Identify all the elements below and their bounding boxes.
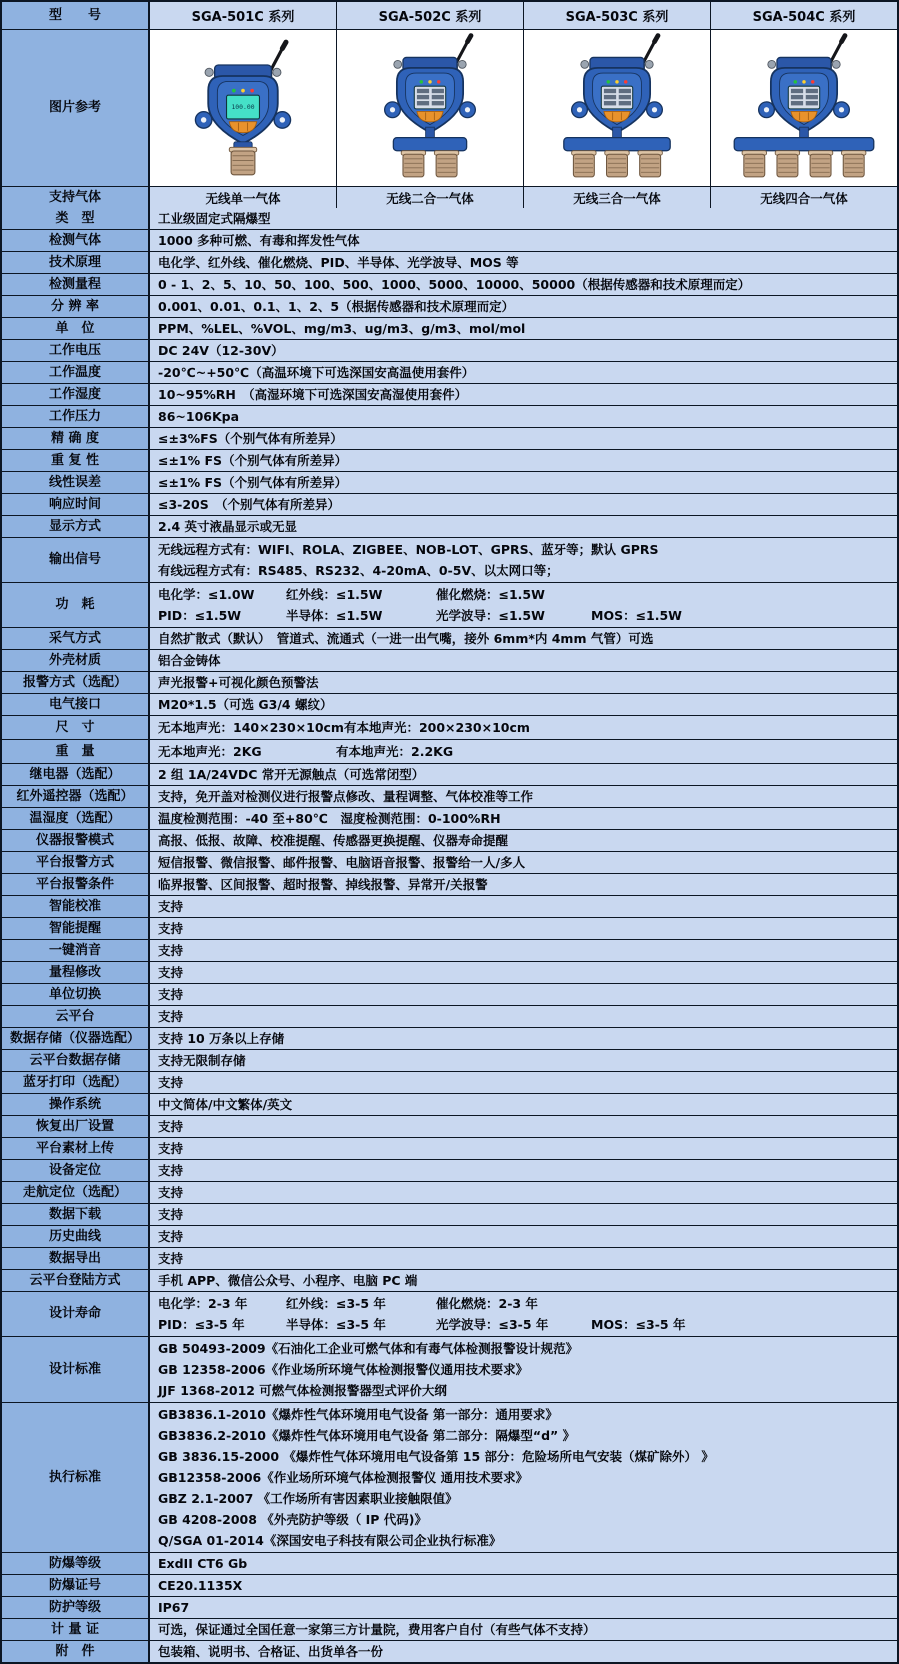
row-value: DC 24V（12-30V）: [150, 340, 897, 361]
row-value: 中文简体/中文繁体/英文: [150, 1094, 897, 1115]
row-label: 继电器（选配）: [2, 764, 150, 785]
row-value: PPM、%LEL、%VOL、mg/m3、ug/m3、g/m3、mol/mol: [150, 318, 897, 339]
value-line: [158, 1314, 889, 1335]
spec-rows: [2, 208, 897, 1662]
spec-row: [2, 361, 897, 383]
row-value: 支持: [150, 940, 897, 961]
value-segment: PID：≤3-5 年: [158, 1317, 245, 1332]
value-line: [158, 1359, 889, 1380]
value-segment: GB 50493-2009《石油化工企业可燃气体和有毒气体检测报警设计规范》: [158, 1341, 579, 1356]
row-label: 功 耗: [2, 583, 150, 627]
value-segment: 电化学：2-3 年: [158, 1296, 248, 1311]
row-value: IP67: [150, 1597, 897, 1618]
value-segment: GB3836.1-2010《爆炸性气体环境用电气设备 第一部分：通用要求》: [158, 1407, 558, 1422]
row-value: 包装箱、说明书、合格证、出货单各一份: [150, 1641, 897, 1662]
device-image-sga-503c: [523, 30, 710, 186]
row-label: 恢复出厂设置: [2, 1116, 150, 1137]
supported-gas-row: [2, 186, 897, 208]
spec-row: [2, 1071, 897, 1093]
row-value: 支持: [150, 1006, 897, 1027]
spec-row: [2, 449, 897, 471]
row-label: 附 件: [2, 1641, 150, 1662]
spec-row: [2, 961, 897, 983]
row-label: 线性误差: [2, 472, 150, 493]
spec-row: [2, 537, 897, 582]
model-name-sga-501c: SGA-501C 系列: [150, 2, 336, 29]
value-line: [158, 741, 889, 762]
value-segment: MOS：≤1.5W: [591, 608, 682, 623]
row-label: 云平台数据存储: [2, 1050, 150, 1071]
value-line: [158, 1509, 889, 1530]
spec-row: [2, 1005, 897, 1027]
row-label: 精 确 度: [2, 428, 150, 449]
spec-row: [2, 515, 897, 537]
spec-row: [2, 471, 897, 493]
spec-row: [2, 1291, 897, 1336]
spec-row: [2, 251, 897, 273]
row-label: 操作系统: [2, 1094, 150, 1115]
spec-row: [2, 917, 897, 939]
value-line: [158, 717, 889, 738]
row-label: 类 型: [2, 208, 150, 229]
row-label: 检测量程: [2, 274, 150, 295]
row-label: 工作温度: [2, 362, 150, 383]
row-value: 支持: [150, 1204, 897, 1225]
value-line: [158, 1467, 889, 1488]
spec-row: [2, 671, 897, 693]
row-label: 设备定位: [2, 1160, 150, 1181]
value-line: [158, 1380, 889, 1401]
spec-row: [2, 1181, 897, 1203]
row-label: 蓝牙打印（选配）: [2, 1072, 150, 1093]
row-label: 设计寿命: [2, 1292, 150, 1336]
row-value: 可选，保证通过全国任意一家第三方计量院，费用客户自付（有些气体不支持）: [150, 1619, 897, 1640]
spec-row: [2, 807, 897, 829]
row-label: 重 量: [2, 740, 150, 763]
row-label: 显示方式: [2, 516, 150, 537]
row-value: -20℃~+50℃（高温环境下可选深国安高温使用套件）: [150, 362, 897, 383]
row-value: 2 组 1A/24VDC 常开无源触点（可选常闭型）: [150, 764, 897, 785]
row-value: [150, 740, 897, 763]
value-segment: 有本地声光：2.2KG: [336, 744, 454, 759]
row-label: 数据存储（仪器选配）: [2, 1028, 150, 1049]
spec-row: [2, 582, 897, 627]
spec-row: [2, 851, 897, 873]
row-value: 自然扩散式（默认） 管道式、流通式（一进一出气嘴，接外 6mm*内 4mm 气管）可选: [150, 628, 897, 649]
value-segment: GB 12358-2006《作业场所环境气体检测报警仪通用技术要求》: [158, 1362, 529, 1377]
row-label: 响应时间: [2, 494, 150, 515]
spec-row: [2, 1027, 897, 1049]
spec-row: [2, 715, 897, 739]
device-image-sga-502c: [336, 30, 523, 186]
row-value: 支持: [150, 962, 897, 983]
row-value: [150, 1337, 897, 1402]
row-label: 防爆证号: [2, 1575, 150, 1596]
row-value: ≤3-20S （个别气体有所差异）: [150, 494, 897, 515]
row-value: 支持: [150, 918, 897, 939]
value-segment: 半导体：≤3-5 年: [286, 1317, 386, 1332]
value-segment: 催化燃烧：≤1.5W: [436, 587, 545, 602]
row-label: 量程修改: [2, 962, 150, 983]
value-segment: 无本地声光：2KG: [158, 744, 262, 759]
spec-row: [2, 829, 897, 851]
row-value: 工业级固定式隔爆型: [150, 208, 897, 229]
row-value: 支持: [150, 896, 897, 917]
value-segment: 光学波导：≤1.5W: [436, 608, 545, 623]
spec-row: [2, 1618, 897, 1640]
row-label: 图片参考: [2, 30, 150, 186]
spec-row: [2, 873, 897, 895]
model-name-sga-504c: SGA-504C 系列: [710, 2, 897, 29]
spec-row: [2, 1225, 897, 1247]
value-line: [158, 560, 889, 581]
spec-row: [2, 1093, 897, 1115]
row-label: 重 复 性: [2, 450, 150, 471]
value-segment: 光学波导：≤3-5 年: [436, 1317, 549, 1332]
value-line: [158, 1488, 889, 1509]
row-value: M20*1.5（可选 G3/4 螺纹）: [150, 694, 897, 715]
row-value: [150, 538, 897, 582]
row-value: 2.4 英寸液晶显示或无显: [150, 516, 897, 537]
spec-row: [2, 1269, 897, 1291]
spec-row: [2, 427, 897, 449]
row-value: 电化学、红外线、催化燃烧、PID、半导体、光学波导、MOS 等: [150, 252, 897, 273]
row-label: 设计标准: [2, 1337, 150, 1402]
row-value: 声光报警+可视化颜色预警法: [150, 672, 897, 693]
value-segment: JJF 1368-2012 可燃气体检测报警器型式评价大纲: [158, 1383, 447, 1398]
row-label: 工作压力: [2, 406, 150, 427]
row-value: 10~95%RH （高湿环境下可选深国安高湿使用套件）: [150, 384, 897, 405]
row-value: 手机 APP、微信公众号、小程序、电脑 PC 端: [150, 1270, 897, 1291]
row-value: 86~106Kpa: [150, 406, 897, 427]
header-row: [2, 2, 897, 29]
spec-row: [2, 383, 897, 405]
row-label: 智能提醒: [2, 918, 150, 939]
spec-row: [2, 1203, 897, 1225]
value-line: [158, 1293, 889, 1314]
row-label: 电气接口: [2, 694, 150, 715]
spec-row: [2, 1552, 897, 1574]
row-value: 短信报警、微信报警、邮件报警、电脑语音报警、报警给一人/多人: [150, 852, 897, 873]
value-line: [158, 605, 889, 626]
row-label: 技术原理: [2, 252, 150, 273]
value-segment: 无线远程方式有：WIFI、ROLA、ZIGBEE、NOB-LOT、GPRS、蓝牙等；默认 GPRS: [158, 542, 659, 557]
spec-row: [2, 1640, 897, 1662]
value-segment: Q/SGA 01-2014《深国安电子科技有限公司企业执行标准》: [158, 1533, 502, 1548]
row-value: [150, 1403, 897, 1552]
row-value: 支持: [150, 1226, 897, 1247]
svg-text:100.00: 100.00: [231, 102, 255, 111]
gas-type-cell: 无线三合一气体: [523, 187, 710, 208]
row-value: 支持: [150, 1248, 897, 1269]
spec-row: [2, 1596, 897, 1618]
row-label: 一键消音: [2, 940, 150, 961]
row-value: 铝合金铸体: [150, 650, 897, 671]
spec-row: [2, 895, 897, 917]
row-value: 温度检测范围：-40 至+80℃ 湿度检测范围：0-100%RH: [150, 808, 897, 829]
row-value: [150, 583, 897, 627]
row-value: 支持: [150, 1116, 897, 1137]
row-label: 防爆等级: [2, 1553, 150, 1574]
image-row: [2, 29, 897, 186]
spec-row: [2, 1049, 897, 1071]
row-label: 单位切换: [2, 984, 150, 1005]
spec-row: [2, 939, 897, 961]
row-label: 数据下载: [2, 1204, 150, 1225]
row-value: 0 - 1、2、5、10、50、100、500、1000、5000、10000、50000（根据传感器和技术原理而定）: [150, 274, 897, 295]
value-line: [158, 1338, 889, 1359]
spec-row: [2, 1336, 897, 1402]
spec-row: [2, 627, 897, 649]
value-segment: 红外线：≤1.5W: [286, 587, 383, 602]
spec-row: [2, 649, 897, 671]
value-line: [158, 584, 889, 605]
row-label: 仪器报警模式: [2, 830, 150, 851]
row-label: 平台报警方式: [2, 852, 150, 873]
spec-row: [2, 405, 897, 427]
row-value: 支持 10 万条以上存储: [150, 1028, 897, 1049]
value-segment: 有线远程方式有：RS485、RS232、4-20mA、0-5V、以太网口等；: [158, 563, 559, 578]
spec-row: [2, 693, 897, 715]
row-label: 平台报警条件: [2, 874, 150, 895]
row-label: 云平台登陆方式: [2, 1270, 150, 1291]
value-line: [158, 1446, 889, 1467]
value-line: [158, 1530, 889, 1551]
gas-type-cell: 无线单一气体: [150, 187, 336, 208]
spec-row: [2, 493, 897, 515]
spec-row: [2, 1247, 897, 1269]
spec-row: [2, 229, 897, 251]
spec-row: [2, 785, 897, 807]
row-value: CE20.1135X: [150, 1575, 897, 1596]
spec-row: [2, 983, 897, 1005]
spec-row: [2, 763, 897, 785]
gas-type-cell: 无线二合一气体: [336, 187, 523, 208]
value-line: [158, 1404, 889, 1425]
row-value: 支持: [150, 1138, 897, 1159]
row-value: 0.001、0.01、0.1、1、2、5（根据传感器和技术原理而定）: [150, 296, 897, 317]
value-line: [158, 539, 889, 560]
row-label: 防护等级: [2, 1597, 150, 1618]
row-label: 分 辨 率: [2, 296, 150, 317]
row-label: 历史曲线: [2, 1226, 150, 1247]
spec-row: [2, 1137, 897, 1159]
row-label: 工作电压: [2, 340, 150, 361]
row-value: ≤±1% FS（个别气体有所差异）: [150, 450, 897, 471]
device-image-sga-501c: [150, 30, 336, 186]
row-value: 临界报警、区间报警、超时报警、掉线报警、异常开/关报警: [150, 874, 897, 895]
row-value: [150, 1292, 897, 1336]
value-segment: 催化燃烧：2-3 年: [436, 1296, 538, 1311]
row-value: 支持: [150, 1072, 897, 1093]
row-label: 走航定位（选配）: [2, 1182, 150, 1203]
row-label: 温湿度（选配）: [2, 808, 150, 829]
row-value: 支持: [150, 1182, 897, 1203]
spec-row: [2, 1159, 897, 1181]
value-line: [158, 1425, 889, 1446]
row-value: 支持: [150, 1160, 897, 1181]
spec-row: [2, 273, 897, 295]
row-value: ≤±1% FS（个别气体有所差异）: [150, 472, 897, 493]
row-value: 1000 多种可燃、有毒和挥发性气体: [150, 230, 897, 251]
row-value: 支持无限制存储: [150, 1050, 897, 1071]
row-label: 输出信号: [2, 538, 150, 582]
model-name-sga-503c: SGA-503C 系列: [523, 2, 710, 29]
row-label: 红外遥控器（选配）: [2, 786, 150, 807]
row-label: 计 量 证: [2, 1619, 150, 1640]
device-image-sga-504c: [710, 30, 897, 186]
row-label: 平台素材上传: [2, 1138, 150, 1159]
value-segment: 无本地声光：140×230×10cm: [158, 720, 344, 735]
spec-row: [2, 739, 897, 763]
row-value: [150, 716, 897, 739]
row-value: ≤±3%FS（个别气体有所差异）: [150, 428, 897, 449]
gas-type-cell: 无线四合一气体: [710, 187, 897, 208]
value-segment: GB12358-2006《作业场所环境气体检测报警仪 通用技术要求》: [158, 1470, 529, 1485]
spec-row: [2, 1574, 897, 1596]
value-segment: 红外线：≤3-5 年: [286, 1296, 386, 1311]
row-label: 报警方式（选配）: [2, 672, 150, 693]
value-segment: GB3836.2-2010《爆炸性气体环境用电气设备 第二部分：隔爆型“d” 》: [158, 1428, 576, 1443]
value-segment: GBZ 2.1-2007 《工作场所有害因素职业接触限值》: [158, 1491, 458, 1506]
value-segment: MOS：≤3-5 年: [591, 1317, 686, 1332]
value-segment: 有本地声光：200×230×10cm: [343, 720, 530, 735]
value-segment: GB 3836.15-2000 《爆炸性气体环境用电气设备第 15 部分：危险场所电气安装（煤矿除外） 》: [158, 1449, 714, 1464]
row-label: 检测气体: [2, 230, 150, 251]
row-label: 支持气体: [2, 187, 150, 208]
spec-row: [2, 208, 897, 229]
spec-row: [2, 1115, 897, 1137]
row-label: 执行标准: [2, 1403, 150, 1552]
row-label: 采气方式: [2, 628, 150, 649]
spec-row: [2, 295, 897, 317]
row-label: 数据导出: [2, 1248, 150, 1269]
row-value: 支持: [150, 984, 897, 1005]
header-label: 型 号: [2, 2, 150, 29]
row-value: ExdII CT6 Gb: [150, 1553, 897, 1574]
value-segment: 半导体：≤1.5W: [286, 608, 383, 623]
value-segment: GB 4208-2008 《外壳防护等级（ IP 代码)》: [158, 1512, 427, 1527]
row-label: 尺 寸: [2, 716, 150, 739]
row-label: 智能校准: [2, 896, 150, 917]
row-label: 外壳材质: [2, 650, 150, 671]
row-value: 高报、低报、故障、校准提醒、传感器更换提醒、仪器寿命提醒: [150, 830, 897, 851]
row-label: 工作湿度: [2, 384, 150, 405]
row-label: 云平台: [2, 1006, 150, 1027]
spec-row: [2, 317, 897, 339]
model-name-sga-502c: SGA-502C 系列: [336, 2, 523, 29]
row-value: 支持，免开盖对检测仪进行报警点修改、量程调整、气体校准等工作: [150, 786, 897, 807]
row-label: 单 位: [2, 318, 150, 339]
spec-row: [2, 1402, 897, 1552]
spec-row: [2, 339, 897, 361]
value-segment: 电化学：≤1.0W: [158, 587, 255, 602]
value-segment: PID：≤1.5W: [158, 608, 242, 623]
